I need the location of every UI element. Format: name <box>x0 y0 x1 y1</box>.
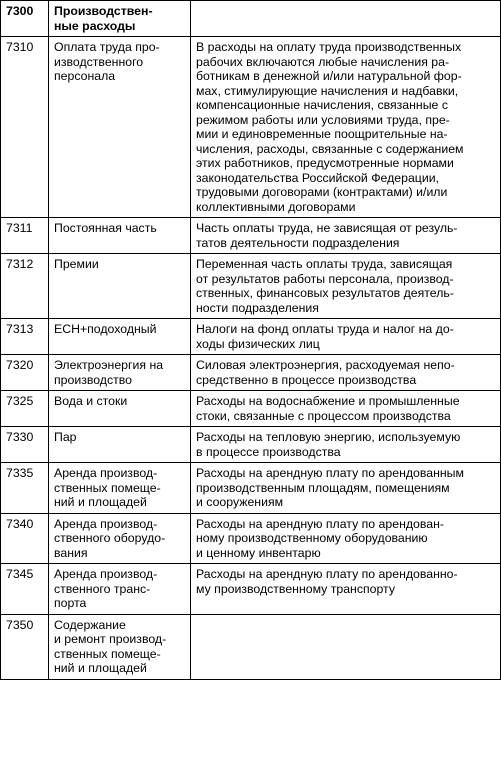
row-description: Силовая электроэнергия, расходуемая непо- средственно в процессе производства <box>191 355 501 391</box>
table-row <box>1 463 501 514</box>
row-name: Электроэнергия на производство <box>49 355 191 391</box>
header-desc <box>191 1 501 37</box>
row-code: 7313 <box>1 319 49 355</box>
row-code: 7312 <box>1 254 49 319</box>
row-name: Постоянная часть <box>49 218 191 254</box>
table-header-row <box>1 1 501 37</box>
row-name: Аренда производ- ственных помеще- ний и площадей <box>49 463 191 514</box>
row-description: Налоги на фонд оплаты труда и налог на до- ходы физических лиц <box>191 319 501 355</box>
row-description: В расходы на оплату труда производственных рабочих включаются любые начисления ра- ботникам в денежной и/или натуральной фор- мах, стимулирующие начисления и надбавки, компенсационные начисления, связанные с режимом работы или условиями труда, пре- мии и единовременные поощрительные на- числения, расходы, связанные с содержанием этих работников, предусмотренные нормами законодательства Российской Федерации, трудовыми договорами (контрактами) и/или коллективными договорами <box>191 37 501 218</box>
expense-table-body <box>1 1 501 680</box>
row-description: Переменная часть оплаты труда, зависящая от результатов работы персонала, производ- ственных, финансовых результатов деятель- ности подразделения <box>191 254 501 319</box>
row-code: 7310 <box>1 37 49 218</box>
row-code: 7311 <box>1 218 49 254</box>
row-code: 7335 <box>1 463 49 514</box>
table-row <box>1 218 501 254</box>
table-row <box>1 355 501 391</box>
row-name: Содержание и ремонт производ- ственных помеще- ний и площадей <box>49 614 191 679</box>
row-code: 7325 <box>1 391 49 427</box>
table-row <box>1 391 501 427</box>
row-description: Расходы на арендную плату по арендован- ному производственному оборудованию и ценному инвентарю <box>191 513 501 564</box>
row-name: Аренда производ- ственного транс- порта <box>49 564 191 615</box>
row-name: Премии <box>49 254 191 319</box>
table-row <box>1 427 501 463</box>
row-description: Расходы на арендную плату по арендованно- му производственному транспорту <box>191 564 501 615</box>
row-code: 7345 <box>1 564 49 615</box>
row-code: 7320 <box>1 355 49 391</box>
table-row <box>1 614 501 679</box>
row-description: Расходы на водоснабжение и промышленные стоки, связанные с процессом производства <box>191 391 501 427</box>
row-description: Расходы на арендную плату по арендованным производственным площадям, помещениям и сооружениям <box>191 463 501 514</box>
header-name: Производствен- ные расходы <box>49 1 191 37</box>
row-code: 7350 <box>1 614 49 679</box>
row-code: 7330 <box>1 427 49 463</box>
row-name: Аренда производ- ственного оборудо- вания <box>49 513 191 564</box>
row-name: Вода и стоки <box>49 391 191 427</box>
table-row <box>1 564 501 615</box>
row-description: Расходы на тепловую энергию, используемую в процессе производства <box>191 427 501 463</box>
table-row <box>1 254 501 319</box>
row-code: 7340 <box>1 513 49 564</box>
row-name: Пар <box>49 427 191 463</box>
row-description <box>191 614 501 679</box>
table-row <box>1 37 501 218</box>
row-name: ЕСН+подоходный <box>49 319 191 355</box>
row-name: Оплата труда про- изводственного персонала <box>49 37 191 218</box>
table-row <box>1 513 501 564</box>
table-row <box>1 319 501 355</box>
header-code: 7300 <box>1 1 49 37</box>
row-description: Часть оплаты труда, не зависящая от резуль- татов деятельности подразделения <box>191 218 501 254</box>
